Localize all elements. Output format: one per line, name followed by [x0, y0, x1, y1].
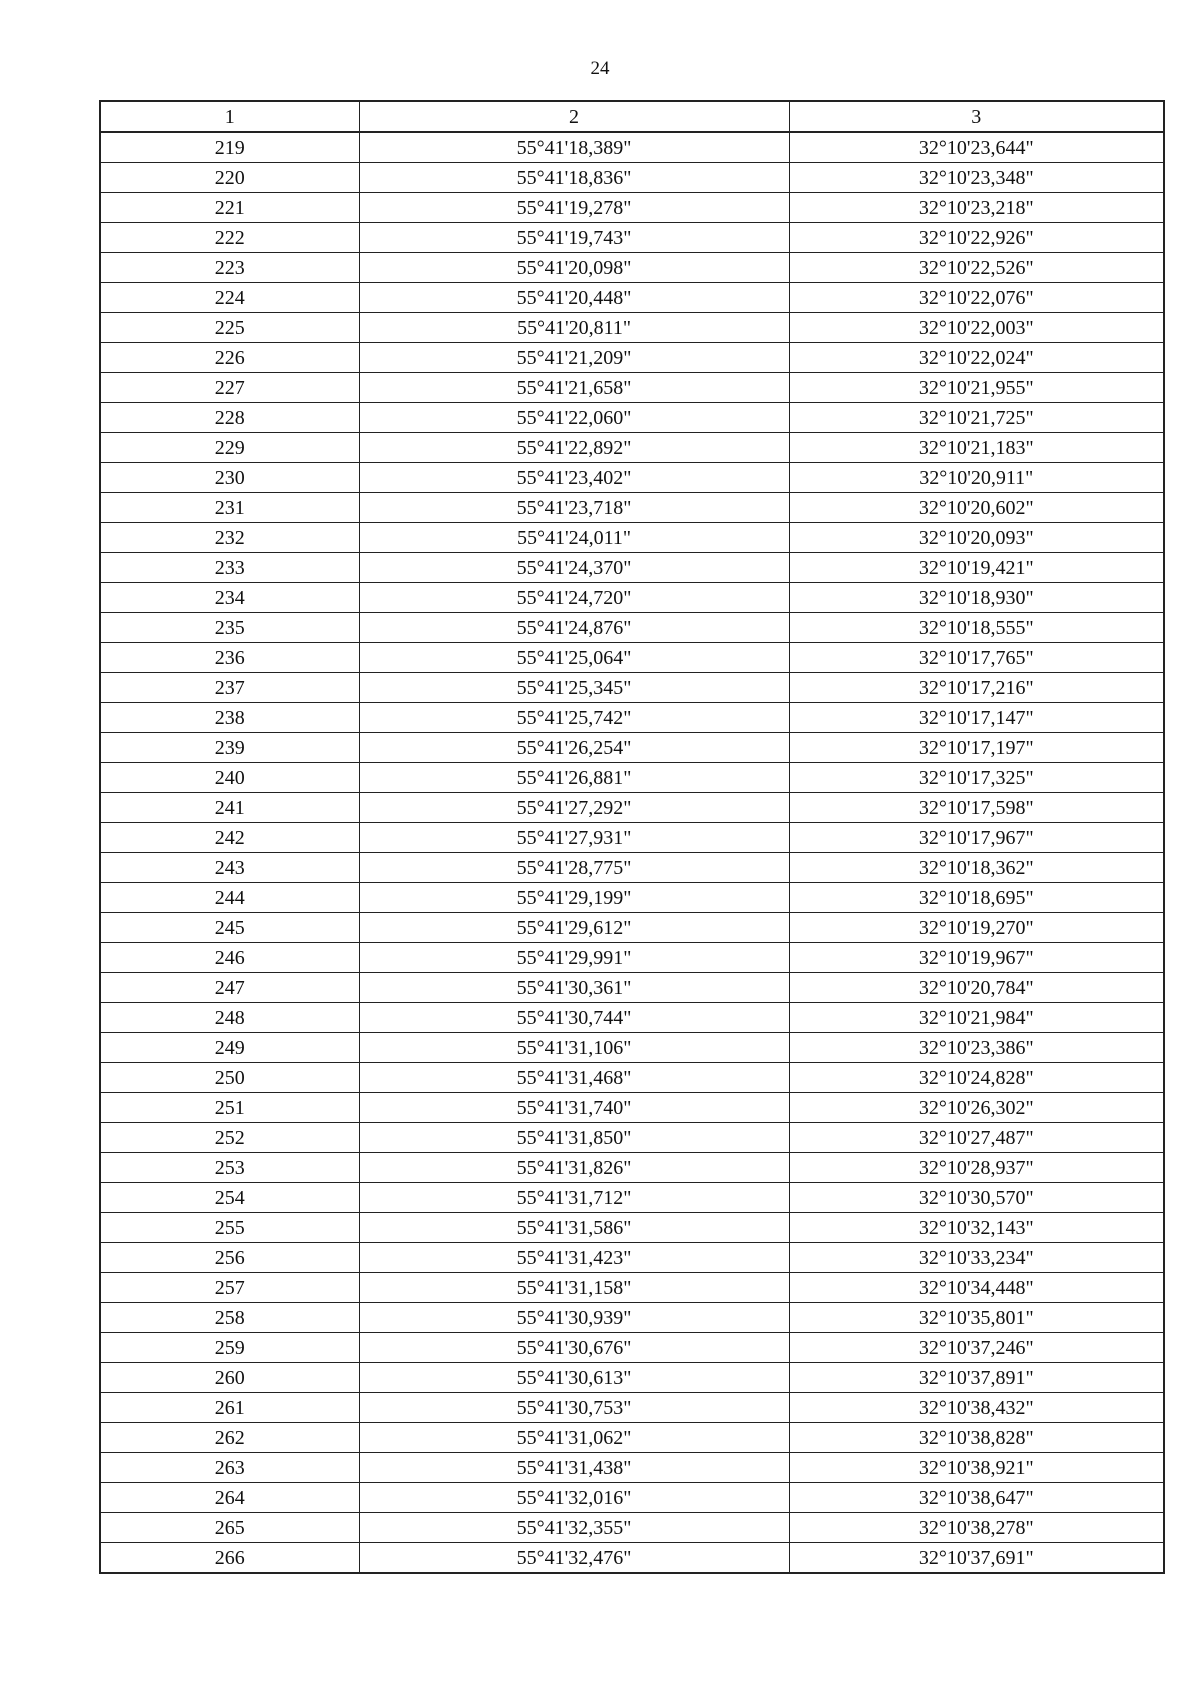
column-header-latitude: 2	[359, 101, 789, 132]
table-header-row	[100, 101, 1164, 132]
table-row	[100, 1243, 1164, 1273]
cell-latitude: 55°41'24,720"	[359, 583, 789, 613]
table-row	[100, 343, 1164, 373]
cell-longitude: 32°10'17,197"	[789, 733, 1164, 763]
cell-point-number: 225	[100, 313, 359, 343]
table-row	[100, 433, 1164, 463]
cell-point-number: 249	[100, 1033, 359, 1063]
cell-point-number: 226	[100, 343, 359, 373]
cell-point-number: 234	[100, 583, 359, 613]
cell-point-number: 256	[100, 1243, 359, 1273]
table-row	[100, 613, 1164, 643]
cell-latitude: 55°41'28,775"	[359, 853, 789, 883]
cell-point-number: 235	[100, 613, 359, 643]
cell-longitude: 32°10'38,921"	[789, 1453, 1164, 1483]
cell-latitude: 55°41'24,370"	[359, 553, 789, 583]
cell-point-number: 266	[100, 1543, 359, 1574]
cell-latitude: 55°41'19,743"	[359, 223, 789, 253]
cell-latitude: 55°41'22,892"	[359, 433, 789, 463]
cell-longitude: 32°10'21,725"	[789, 403, 1164, 433]
table-row	[100, 793, 1164, 823]
cell-longitude: 32°10'17,147"	[789, 703, 1164, 733]
cell-latitude: 55°41'20,098"	[359, 253, 789, 283]
table-row	[100, 1213, 1164, 1243]
cell-point-number: 252	[100, 1123, 359, 1153]
table-row	[100, 313, 1164, 343]
cell-longitude: 32°10'37,246"	[789, 1333, 1164, 1363]
cell-latitude: 55°41'31,158"	[359, 1273, 789, 1303]
cell-longitude: 32°10'18,555"	[789, 613, 1164, 643]
table-row	[100, 403, 1164, 433]
cell-point-number: 239	[100, 733, 359, 763]
cell-point-number: 222	[100, 223, 359, 253]
cell-longitude: 32°10'22,024"	[789, 343, 1164, 373]
cell-point-number: 243	[100, 853, 359, 883]
cell-longitude: 32°10'38,432"	[789, 1393, 1164, 1423]
table-row	[100, 1003, 1164, 1033]
table-row	[100, 1303, 1164, 1333]
cell-latitude: 55°41'30,939"	[359, 1303, 789, 1333]
cell-point-number: 255	[100, 1213, 359, 1243]
cell-latitude: 55°41'18,836"	[359, 163, 789, 193]
table-row	[100, 1333, 1164, 1363]
cell-longitude: 32°10'22,526"	[789, 253, 1164, 283]
table-row	[100, 493, 1164, 523]
cell-latitude: 55°41'23,402"	[359, 463, 789, 493]
table-row	[100, 283, 1164, 313]
cell-longitude: 32°10'20,093"	[789, 523, 1164, 553]
cell-latitude: 55°41'29,991"	[359, 943, 789, 973]
coordinates-table	[99, 100, 1165, 1574]
cell-point-number: 259	[100, 1333, 359, 1363]
cell-point-number: 260	[100, 1363, 359, 1393]
cell-longitude: 32°10'35,801"	[789, 1303, 1164, 1333]
cell-latitude: 55°41'20,448"	[359, 283, 789, 313]
table-row	[100, 733, 1164, 763]
table-row	[100, 223, 1164, 253]
cell-point-number: 248	[100, 1003, 359, 1033]
cell-longitude: 32°10'26,302"	[789, 1093, 1164, 1123]
cell-longitude: 32°10'20,911"	[789, 463, 1164, 493]
cell-latitude: 55°41'30,676"	[359, 1333, 789, 1363]
cell-point-number: 247	[100, 973, 359, 1003]
table-row	[100, 1033, 1164, 1063]
table-row	[100, 583, 1164, 613]
cell-longitude: 32°10'37,691"	[789, 1543, 1164, 1574]
cell-point-number: 253	[100, 1153, 359, 1183]
cell-latitude: 55°41'30,744"	[359, 1003, 789, 1033]
column-header-longitude: 3	[789, 101, 1164, 132]
table-row	[100, 703, 1164, 733]
cell-latitude: 55°41'31,712"	[359, 1183, 789, 1213]
table-row	[100, 373, 1164, 403]
cell-latitude: 55°41'31,438"	[359, 1453, 789, 1483]
cell-latitude: 55°41'31,586"	[359, 1213, 789, 1243]
cell-point-number: 251	[100, 1093, 359, 1123]
cell-latitude: 55°41'22,060"	[359, 403, 789, 433]
table-row	[100, 132, 1164, 163]
cell-longitude: 32°10'28,937"	[789, 1153, 1164, 1183]
cell-longitude: 32°10'19,421"	[789, 553, 1164, 583]
cell-latitude: 55°41'21,209"	[359, 343, 789, 373]
cell-longitude: 32°10'38,828"	[789, 1423, 1164, 1453]
table-row	[100, 1483, 1164, 1513]
table-row	[100, 1063, 1164, 1093]
cell-latitude: 55°41'29,612"	[359, 913, 789, 943]
cell-latitude: 55°41'27,292"	[359, 793, 789, 823]
cell-point-number: 265	[100, 1513, 359, 1543]
cell-longitude: 32°10'38,278"	[789, 1513, 1164, 1543]
cell-point-number: 228	[100, 403, 359, 433]
table-row	[100, 1153, 1164, 1183]
cell-point-number: 242	[100, 823, 359, 853]
cell-longitude: 32°10'22,926"	[789, 223, 1164, 253]
cell-latitude: 55°41'20,811"	[359, 313, 789, 343]
cell-longitude: 32°10'23,348"	[789, 163, 1164, 193]
column-header-point-number: 1	[100, 101, 359, 132]
cell-latitude: 55°41'32,016"	[359, 1483, 789, 1513]
table-row	[100, 883, 1164, 913]
table-row	[100, 1543, 1164, 1574]
page-number: 24	[590, 58, 610, 79]
cell-point-number: 241	[100, 793, 359, 823]
cell-longitude: 32°10'32,143"	[789, 1213, 1164, 1243]
cell-point-number: 230	[100, 463, 359, 493]
table-row	[100, 1273, 1164, 1303]
cell-latitude: 55°41'24,011"	[359, 523, 789, 553]
cell-latitude: 55°41'31,106"	[359, 1033, 789, 1063]
cell-point-number: 245	[100, 913, 359, 943]
cell-latitude: 55°41'31,423"	[359, 1243, 789, 1273]
table-row	[100, 163, 1164, 193]
table-row	[100, 643, 1164, 673]
table-row	[100, 553, 1164, 583]
table-body	[100, 132, 1164, 1573]
cell-latitude: 55°41'25,064"	[359, 643, 789, 673]
cell-longitude: 32°10'17,598"	[789, 793, 1164, 823]
cell-point-number: 258	[100, 1303, 359, 1333]
table-row	[100, 913, 1164, 943]
cell-point-number: 244	[100, 883, 359, 913]
cell-longitude: 32°10'30,570"	[789, 1183, 1164, 1213]
cell-latitude: 55°41'29,199"	[359, 883, 789, 913]
cell-latitude: 55°41'31,850"	[359, 1123, 789, 1153]
cell-point-number: 240	[100, 763, 359, 793]
table-row	[100, 853, 1164, 883]
cell-latitude: 55°41'25,345"	[359, 673, 789, 703]
table-row	[100, 463, 1164, 493]
cell-latitude: 55°41'18,389"	[359, 132, 789, 163]
cell-longitude: 32°10'19,270"	[789, 913, 1164, 943]
cell-longitude: 32°10'18,930"	[789, 583, 1164, 613]
table-row	[100, 823, 1164, 853]
table-row	[100, 763, 1164, 793]
cell-longitude: 32°10'20,784"	[789, 973, 1164, 1003]
cell-longitude: 32°10'18,362"	[789, 853, 1164, 883]
table-row	[100, 193, 1164, 223]
cell-latitude: 55°41'25,742"	[359, 703, 789, 733]
table-row	[100, 973, 1164, 1003]
cell-longitude: 32°10'23,218"	[789, 193, 1164, 223]
table-row	[100, 673, 1164, 703]
table-row	[100, 943, 1164, 973]
table-row	[100, 253, 1164, 283]
cell-point-number: 237	[100, 673, 359, 703]
cell-latitude: 55°41'30,361"	[359, 973, 789, 1003]
cell-latitude: 55°41'31,062"	[359, 1423, 789, 1453]
cell-point-number: 254	[100, 1183, 359, 1213]
cell-latitude: 55°41'30,613"	[359, 1363, 789, 1393]
cell-longitude: 32°10'33,234"	[789, 1243, 1164, 1273]
cell-point-number: 238	[100, 703, 359, 733]
table-row	[100, 1423, 1164, 1453]
cell-longitude: 32°10'34,448"	[789, 1273, 1164, 1303]
cell-longitude: 32°10'17,967"	[789, 823, 1164, 853]
cell-longitude: 32°10'20,602"	[789, 493, 1164, 523]
cell-point-number: 262	[100, 1423, 359, 1453]
cell-longitude: 32°10'24,828"	[789, 1063, 1164, 1093]
cell-longitude: 32°10'19,967"	[789, 943, 1164, 973]
table-row	[100, 1123, 1164, 1153]
cell-point-number: 261	[100, 1393, 359, 1423]
cell-point-number: 264	[100, 1483, 359, 1513]
cell-point-number: 227	[100, 373, 359, 403]
cell-point-number: 257	[100, 1273, 359, 1303]
cell-latitude: 55°41'30,753"	[359, 1393, 789, 1423]
cell-point-number: 236	[100, 643, 359, 673]
cell-longitude: 32°10'17,216"	[789, 673, 1164, 703]
cell-point-number: 231	[100, 493, 359, 523]
cell-latitude: 55°41'32,355"	[359, 1513, 789, 1543]
cell-point-number: 224	[100, 283, 359, 313]
table-row	[100, 523, 1164, 553]
cell-latitude: 55°41'26,254"	[359, 733, 789, 763]
cell-point-number: 223	[100, 253, 359, 283]
cell-latitude: 55°41'23,718"	[359, 493, 789, 523]
cell-point-number: 220	[100, 163, 359, 193]
table-row	[100, 1513, 1164, 1543]
cell-longitude: 32°10'17,765"	[789, 643, 1164, 673]
cell-point-number: 232	[100, 523, 359, 553]
cell-latitude: 55°41'26,881"	[359, 763, 789, 793]
table-row	[100, 1393, 1164, 1423]
cell-point-number: 250	[100, 1063, 359, 1093]
table-row	[100, 1453, 1164, 1483]
cell-latitude: 55°41'31,468"	[359, 1063, 789, 1093]
cell-longitude: 32°10'37,891"	[789, 1363, 1164, 1393]
cell-latitude: 55°41'31,740"	[359, 1093, 789, 1123]
cell-longitude: 32°10'21,955"	[789, 373, 1164, 403]
cell-latitude: 55°41'32,476"	[359, 1543, 789, 1574]
cell-latitude: 55°41'21,658"	[359, 373, 789, 403]
cell-latitude: 55°41'24,876"	[359, 613, 789, 643]
cell-point-number: 221	[100, 193, 359, 223]
cell-longitude: 32°10'21,183"	[789, 433, 1164, 463]
cell-longitude: 32°10'18,695"	[789, 883, 1164, 913]
cell-point-number: 263	[100, 1453, 359, 1483]
cell-longitude: 32°10'17,325"	[789, 763, 1164, 793]
table-row	[100, 1183, 1164, 1213]
cell-latitude: 55°41'27,931"	[359, 823, 789, 853]
cell-point-number: 219	[100, 132, 359, 163]
cell-latitude: 55°41'19,278"	[359, 193, 789, 223]
cell-point-number: 233	[100, 553, 359, 583]
cell-longitude: 32°10'23,644"	[789, 132, 1164, 163]
cell-point-number: 246	[100, 943, 359, 973]
table-row	[100, 1363, 1164, 1393]
cell-longitude: 32°10'21,984"	[789, 1003, 1164, 1033]
cell-longitude: 32°10'22,003"	[789, 313, 1164, 343]
cell-longitude: 32°10'27,487"	[789, 1123, 1164, 1153]
cell-latitude: 55°41'31,826"	[359, 1153, 789, 1183]
cell-longitude: 32°10'23,386"	[789, 1033, 1164, 1063]
cell-point-number: 229	[100, 433, 359, 463]
table-row	[100, 1093, 1164, 1123]
cell-longitude: 32°10'38,647"	[789, 1483, 1164, 1513]
cell-longitude: 32°10'22,076"	[789, 283, 1164, 313]
